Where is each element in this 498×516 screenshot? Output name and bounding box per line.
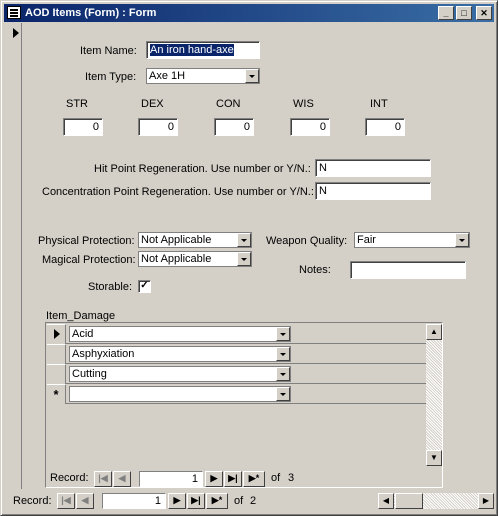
con-field[interactable]: 0 [214,118,254,136]
item-type-label: Item Type: [85,71,137,83]
title-bar[interactable] [4,4,494,22]
item-name-label: Item Name: [80,45,137,57]
row-selector[interactable] [47,364,66,384]
magical-protection-label: Magical Protection: [42,254,136,266]
first-record-icon[interactable]: |◀ [94,471,112,487]
subform-record-label: Record: [50,472,89,484]
record-number-input[interactable]: 1 [102,493,166,509]
last-record-icon[interactable]: ▶| [187,493,205,509]
int-label: INT [370,98,388,110]
physical-protection-dropdown-icon[interactable] [237,233,251,247]
current-record-arrow-icon [13,28,19,38]
item-damage-subform [45,322,443,488]
dex-field[interactable]: 0 [138,118,178,136]
item-name-field[interactable] [146,41,260,59]
scroll-down-icon[interactable]: ▼ [426,450,442,466]
cp-regen-label: Concentration Point Regeneration. Use number or Y/N.: [42,186,314,198]
magical-protection-combo[interactable] [138,251,252,267]
table-row [47,344,427,364]
new-record-icon[interactable]: * [47,384,66,404]
weapon-quality-label: Weapon Quality: [266,235,348,247]
record-total: 2 [250,495,257,507]
subform-record-total: 3 [288,472,295,484]
hp-regen-label: Hit Point Regeneration. Use number or Y/N.: [94,163,311,175]
close-button[interactable]: ✕ [476,6,492,20]
row-selector[interactable] [47,324,66,344]
notes-label: Notes: [299,264,331,276]
item-name-value: An iron hand-axe [150,44,234,56]
cp-regen-field[interactable]: N [315,182,431,200]
previous-record-icon[interactable]: ◀ [113,471,131,487]
new-record-icon[interactable]: ▶* [206,493,228,509]
damage-type-dropdown-icon[interactable] [276,387,290,401]
storable-label: Storable: [88,281,133,293]
item-type-dropdown-icon[interactable] [245,69,259,83]
magical-protection-value: Not Applicable [141,253,212,265]
next-record-icon[interactable]: ▶ [168,493,186,509]
wis-field[interactable]: 0 [290,118,330,136]
weapon-quality-combo[interactable] [354,232,470,248]
weapon-quality-value: Fair [357,234,376,246]
physical-protection-combo[interactable] [138,232,252,248]
new-record-row [47,384,427,404]
storable-checkbox[interactable]: ✓ [138,280,151,293]
scroll-up-icon[interactable]: ▲ [426,324,442,340]
magical-protection-dropdown-icon[interactable] [237,252,251,266]
damage-type-combo[interactable] [69,366,291,382]
previous-record-icon[interactable]: ◀ [76,493,94,509]
scroll-left-icon[interactable]: ◀ [378,493,394,509]
physical-protection-value: Not Applicable [141,234,212,246]
subform-vertical-scrollbar[interactable] [426,324,442,466]
current-row-arrow-icon [54,329,60,339]
of-label: of [234,495,244,507]
record-selector[interactable] [5,23,22,489]
item-damage-datasheet [47,324,427,466]
damage-type-dropdown-icon[interactable] [276,327,290,341]
wis-label: WIS [293,98,314,110]
con-label: CON [216,98,241,110]
next-record-icon[interactable]: ▶ [205,471,223,487]
record-label: Record: [13,495,52,507]
table-row [47,324,427,344]
int-field[interactable]: 0 [365,118,405,136]
str-field[interactable]: 0 [63,118,103,136]
dex-label: DEX [141,98,164,110]
horizontal-scrollbar[interactable] [378,493,494,509]
scroll-right-icon[interactable]: ▶ [478,493,494,509]
subform-label: Item_Damage [46,310,116,322]
notes-field[interactable] [350,261,466,279]
hp-regen-field[interactable]: N [315,159,431,177]
new-record-icon[interactable]: ▶* [243,471,265,487]
table-row [47,364,427,384]
minimize-button[interactable]: _ [438,6,454,20]
damage-type-combo[interactable] [69,386,291,402]
damage-type-combo[interactable] [69,326,291,342]
physical-protection-label: Physical Protection: [38,235,135,247]
str-label: STR [66,98,88,110]
damage-type-dropdown-icon[interactable] [276,347,290,361]
damage-type-value: Acid [72,328,94,340]
maximize-button[interactable]: □ [456,6,472,20]
row-selector[interactable] [47,344,66,364]
weapon-quality-dropdown-icon[interactable] [455,233,469,247]
item-type-combo[interactable] [146,68,260,84]
item-type-value: Axe 1H [149,70,186,82]
damage-type-value: Asphyxiation [72,348,135,360]
subform-record-number-input[interactable]: 1 [139,471,203,487]
window-title: AOD Items (Form) : Form [25,7,157,19]
first-record-icon[interactable]: |◀ [57,493,75,509]
damage-type-value: Cutting [72,368,107,380]
scroll-thumb[interactable] [395,493,423,509]
damage-type-combo[interactable] [69,346,291,362]
subform-of-label: of [271,472,281,484]
damage-type-dropdown-icon[interactable] [276,367,290,381]
last-record-icon[interactable]: ▶| [224,471,242,487]
form-icon [7,6,21,19]
